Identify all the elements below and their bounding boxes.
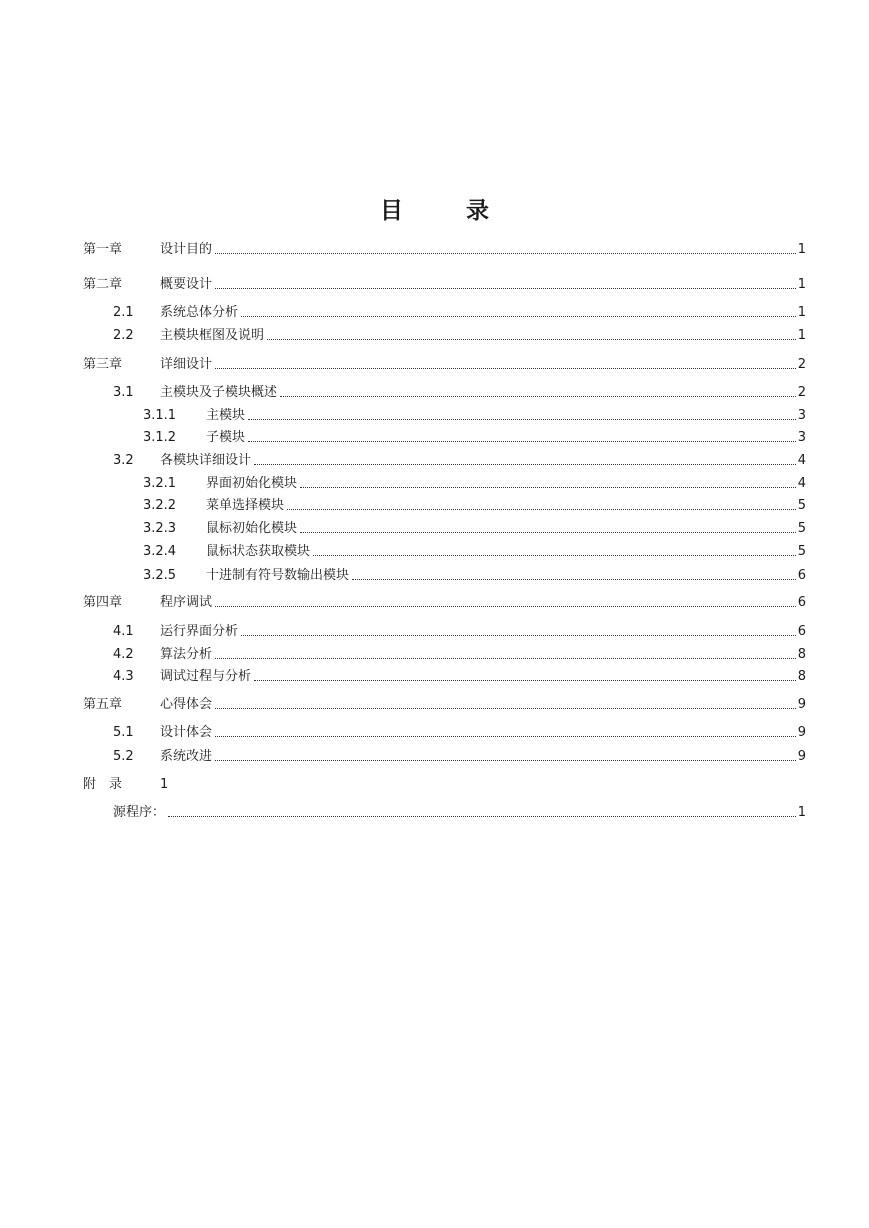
toc-entry-number: 3.2.5 [143, 568, 177, 583]
toc-entry[interactable] [113, 381, 806, 401]
toc-entry-label: 系统改进 [160, 749, 213, 764]
toc-entry-page: 1 [797, 277, 806, 292]
toc-entry[interactable] [113, 801, 806, 821]
toc-entry-label: 各模块详细设计 [160, 453, 252, 468]
toc-entry-page: 5 [797, 498, 806, 513]
toc-entry[interactable] [83, 353, 806, 373]
dot-leader [215, 759, 796, 761]
dot-leader [215, 707, 796, 709]
toc-entry-page: 4 [797, 476, 806, 491]
toc-entry[interactable] [143, 472, 806, 492]
toc-entry-number: 3.2.3 [143, 521, 177, 536]
dot-leader [300, 486, 796, 488]
toc-entry-page: 5 [797, 521, 806, 536]
dot-leader [280, 395, 796, 397]
dot-leader [254, 679, 796, 681]
dot-leader [313, 554, 796, 556]
toc-entry-label: 算法分析 [160, 647, 213, 662]
toc-entry-page: 1 [797, 805, 806, 820]
toc-entry-label: 鼠标状态获取模块 [206, 544, 311, 559]
dot-leader [248, 440, 796, 442]
toc-entry-number: 3.1.1 [143, 408, 177, 423]
toc-entry-label: 主模块及子模块概述 [160, 385, 278, 400]
toc-entry-label: 十进制有符号数输出模块 [206, 568, 350, 583]
toc-title: 目 录 [380, 198, 509, 224]
toc-entry-number: 5.2 [113, 749, 134, 764]
toc-entry-page: 4 [797, 453, 806, 468]
toc-entry-number: 第二章 [83, 277, 123, 292]
toc-entry[interactable] [113, 449, 806, 469]
dot-leader [248, 418, 796, 420]
toc-entry[interactable] [83, 591, 806, 611]
toc-entry-label: 鼠标初始化模块 [206, 521, 298, 536]
toc-entry-number: 3.2 [113, 453, 134, 468]
toc-entry[interactable] [113, 745, 806, 765]
dot-leader [215, 367, 796, 369]
toc-entry-number: 4.2 [113, 647, 134, 662]
toc-entry-number: 5.1 [113, 725, 134, 740]
toc-entry-page: 3 [797, 430, 806, 445]
toc-entry-page: 2 [797, 357, 806, 372]
toc-entry-number: 4.1 [113, 624, 134, 639]
toc-entry-page: 6 [797, 568, 806, 583]
toc-entry-number: 3.2.4 [143, 544, 177, 559]
toc-entry-number: 3.1.2 [143, 430, 177, 445]
toc-entry[interactable] [143, 517, 806, 537]
toc-entry[interactable] [83, 693, 806, 713]
toc-entry[interactable] [143, 564, 806, 584]
toc-entry-label: 调试过程与分析 [160, 669, 252, 684]
toc-entry-label: 子模块 [206, 430, 246, 445]
toc-entry[interactable] [143, 494, 806, 514]
dot-leader [168, 815, 796, 817]
toc-entry-number: 第五章 [83, 697, 123, 712]
toc-entry-label: 源程序： [113, 805, 166, 820]
toc-entry-label: 概要设计 [160, 277, 213, 292]
toc-entry-label: 界面初始化模块 [206, 476, 298, 491]
toc-entry-page: 1 [797, 305, 806, 320]
toc-entry-page: 3 [797, 408, 806, 423]
toc-entry-label: 心得体会 [160, 697, 213, 712]
toc-entry-label: 设计体会 [160, 725, 213, 740]
toc-entry-number: 第三章 [83, 357, 123, 372]
toc-entry-label: 详细设计 [160, 357, 213, 372]
toc-entry-page: 1 [797, 242, 806, 257]
dot-leader [171, 788, 797, 789]
toc-entry-page: 9 [797, 725, 806, 740]
toc-entry-page: 1 [797, 328, 806, 343]
dot-leader [215, 252, 796, 254]
toc-entry-label: 程序调试 [160, 595, 213, 610]
dot-leader [241, 315, 796, 317]
toc-entry[interactable] [143, 426, 806, 446]
dot-leader [352, 578, 796, 580]
toc-entry[interactable] [113, 721, 806, 741]
toc-entry-label: 1 [160, 777, 169, 792]
toc-entry-number: 4.3 [113, 669, 134, 684]
dot-leader [267, 338, 796, 340]
dot-leader [287, 508, 796, 510]
toc-entry[interactable] [143, 404, 806, 424]
toc-entry[interactable] [83, 273, 806, 293]
dot-leader [215, 657, 796, 659]
toc-entry-label: 主模块框图及说明 [160, 328, 265, 343]
toc-entry[interactable] [83, 238, 806, 258]
toc-entry-number: 3.2.2 [143, 498, 177, 513]
toc-entry-number: 3.1 [113, 385, 134, 400]
dot-leader [254, 463, 796, 465]
toc-entry-page: 5 [797, 544, 806, 559]
toc-entry-page: 8 [797, 669, 806, 684]
dot-leader [215, 735, 796, 737]
toc-entry-label: 系统总体分析 [160, 305, 239, 320]
toc-entry[interactable] [113, 620, 806, 640]
toc-entry[interactable] [113, 324, 806, 344]
toc-entry[interactable] [143, 540, 806, 560]
toc-entry-page: 6 [797, 624, 806, 639]
toc-entry-label: 设计目的 [160, 242, 213, 257]
toc-entry[interactable] [113, 643, 806, 663]
toc-entry[interactable] [83, 773, 806, 793]
toc-entry-label: 运行界面分析 [160, 624, 239, 639]
toc-entry-page: 8 [797, 647, 806, 662]
toc-entry-number: 第一章 [83, 242, 123, 257]
toc-entry-number: 2.2 [113, 328, 134, 343]
dot-leader [241, 634, 796, 636]
dot-leader [300, 531, 796, 533]
dot-leader [215, 605, 796, 607]
toc-entry-number: 附 录 [83, 777, 123, 792]
toc-entry-number: 第四章 [83, 595, 123, 610]
toc-entry-number: 2.1 [113, 305, 134, 320]
toc-entry[interactable] [113, 301, 806, 321]
toc-entry-label: 主模块 [206, 408, 246, 423]
toc-entry-label: 菜单选择模块 [206, 498, 285, 513]
toc-entry-page: 9 [797, 697, 806, 712]
toc-entry-page: 9 [797, 749, 806, 764]
toc-entry-number: 3.2.1 [143, 476, 177, 491]
toc-entry[interactable] [113, 665, 806, 685]
dot-leader [215, 287, 796, 289]
toc-entry-page: 2 [797, 385, 806, 400]
toc-entry-page: 6 [797, 595, 806, 610]
